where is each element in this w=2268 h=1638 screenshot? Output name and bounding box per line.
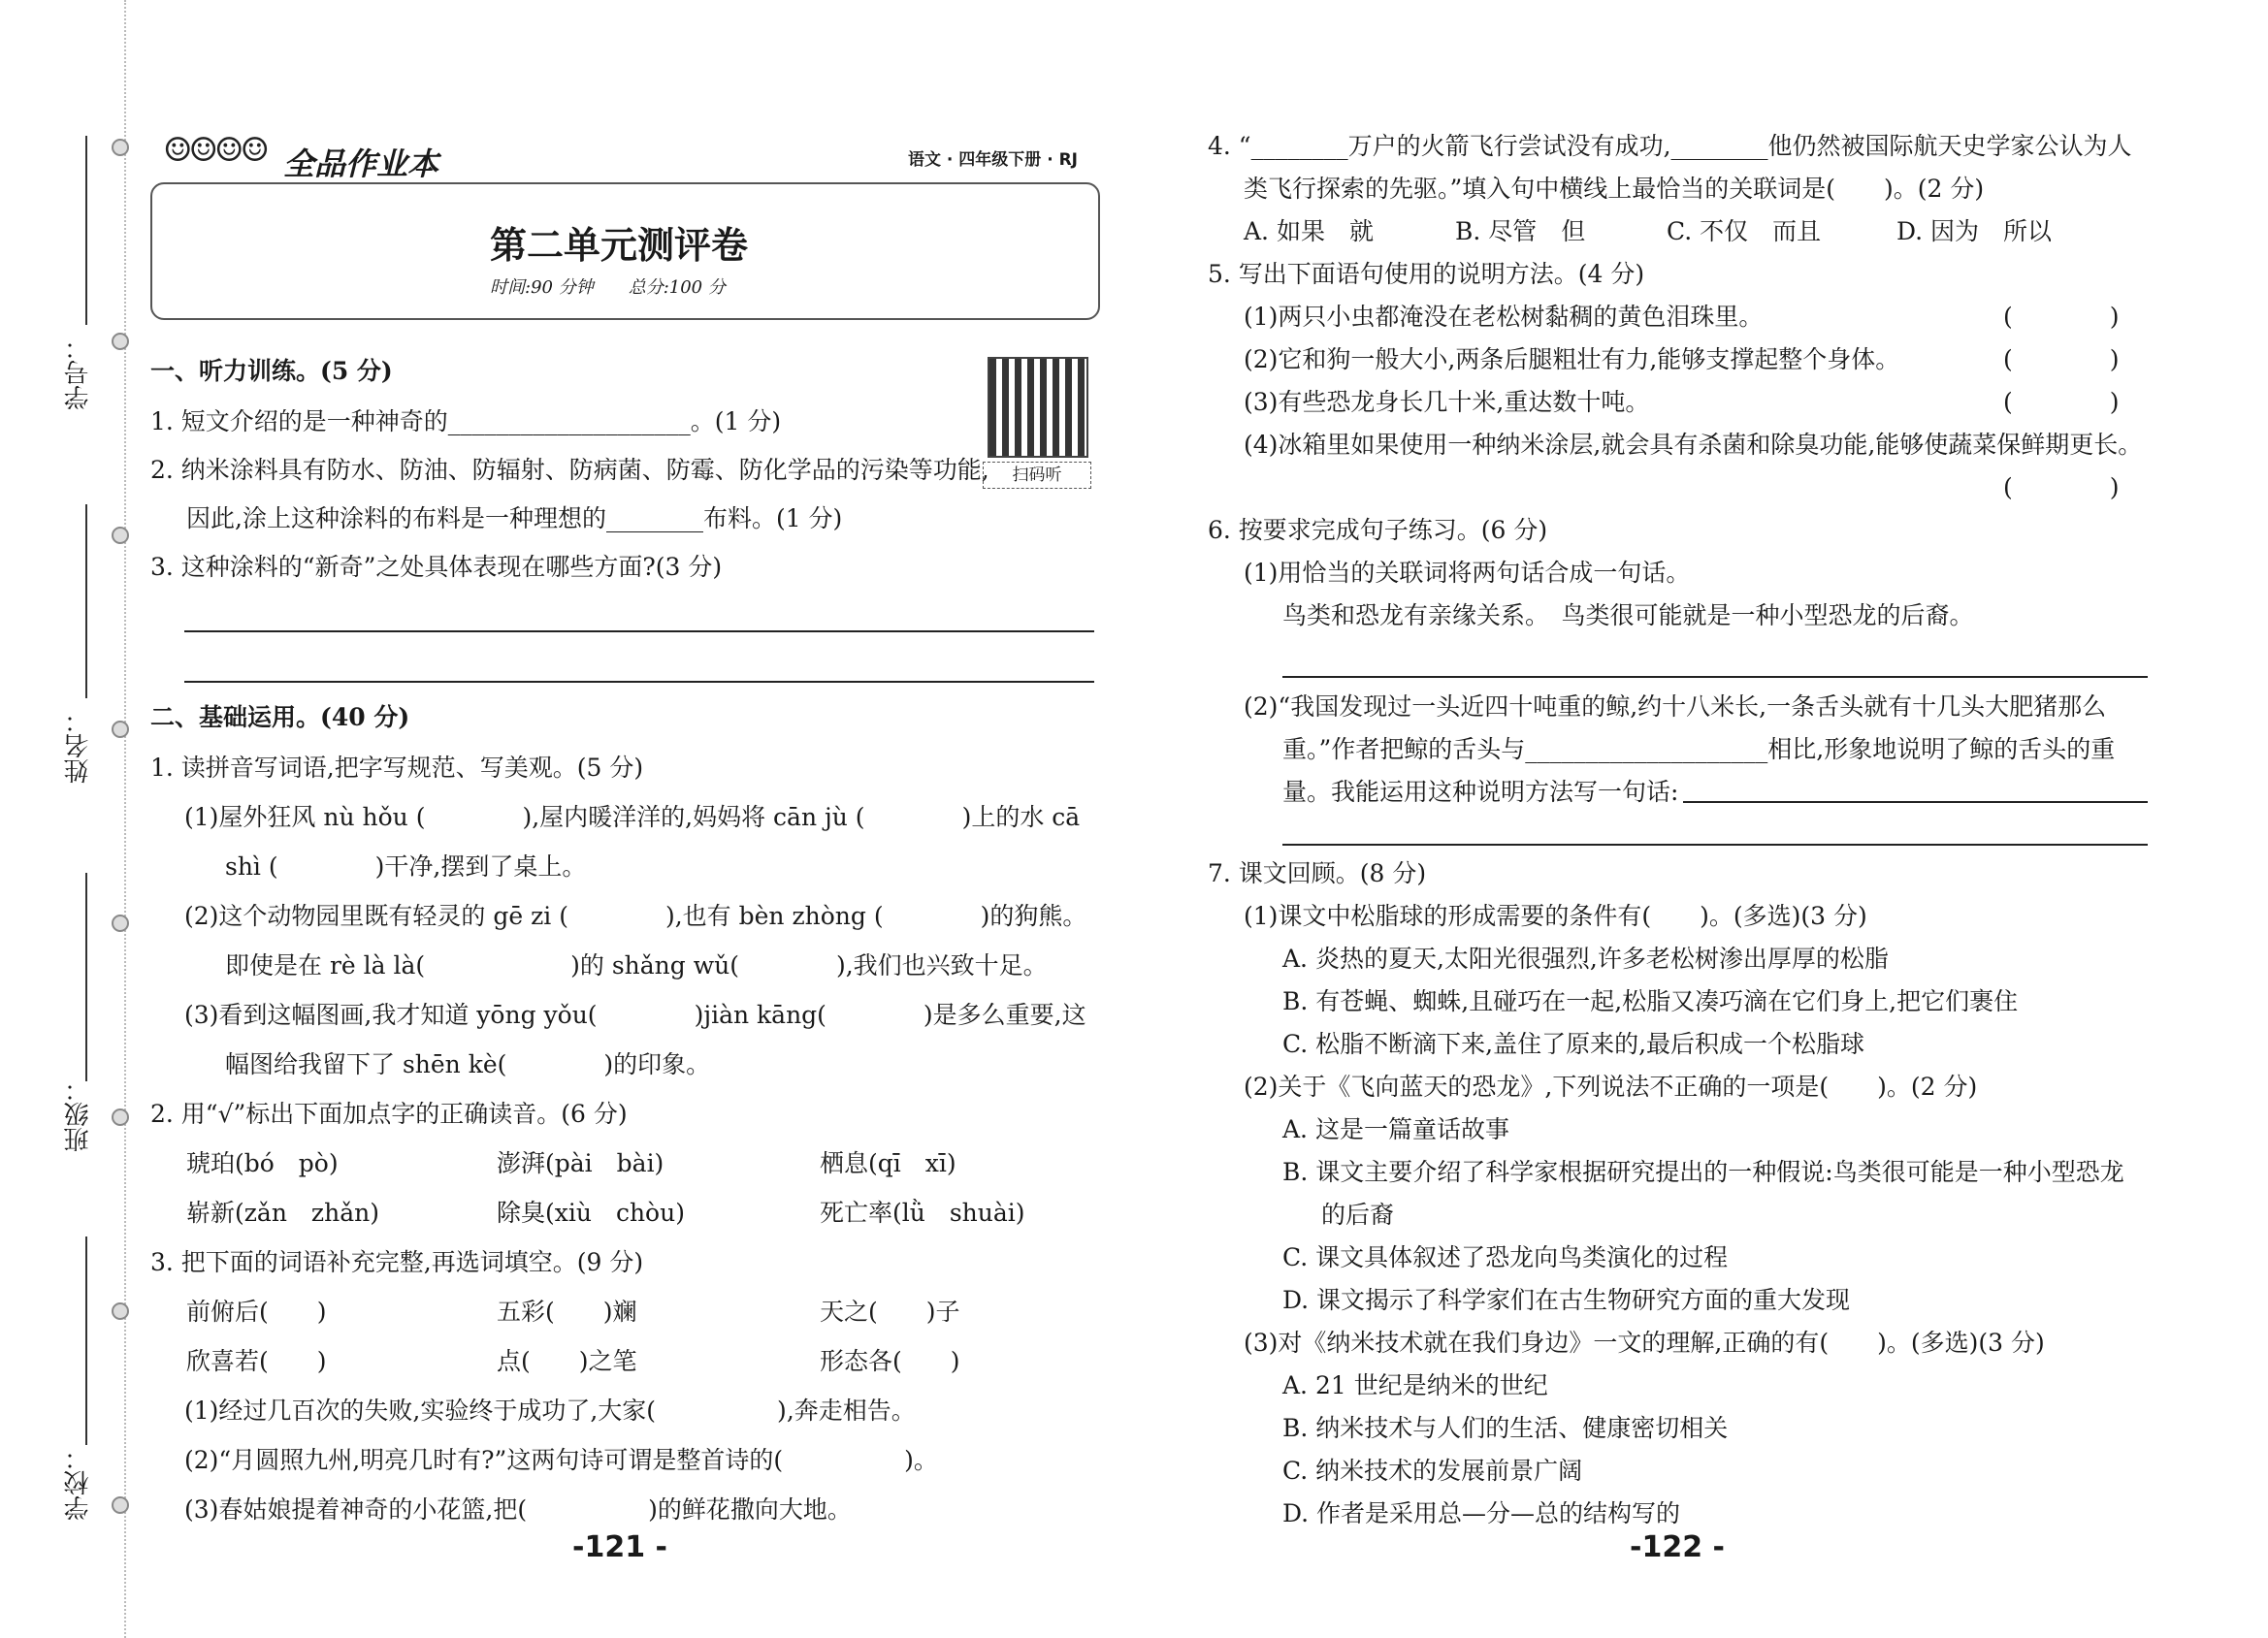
page-number: -122 - bbox=[1630, 1530, 1725, 1564]
answer-line[interactable] bbox=[1282, 844, 2148, 846]
subject-info: 语文 · 四年级下册 · RJ bbox=[908, 150, 1079, 170]
binding-hole bbox=[112, 1302, 129, 1320]
idiom-item[interactable]: 前俯后( ) bbox=[186, 1298, 327, 1326]
margin-line bbox=[85, 873, 87, 1081]
q5-item: (2)它和狗一般大小,两条后腿粗壮有力,能够支撑起整个身体。 bbox=[1244, 345, 1900, 373]
q6-part2-cont: 重。”作者把鲸的舌头与____________________相比,形象地说明了鲸的舌头的重 bbox=[1282, 735, 2116, 763]
basics-q1-1-cont: shì ( )干净,摆到了桌上。 bbox=[225, 852, 587, 881]
q7-part1: (1)课文中松脂球的形成需要的条件有( )。(多选)(3 分) bbox=[1244, 902, 1867, 930]
option[interactable]: C. 纳米技术的发展前景广阔 bbox=[1282, 1457, 1583, 1485]
binding-hole bbox=[112, 527, 129, 544]
option[interactable]: A. 这是一篇童话故事 bbox=[1282, 1115, 1509, 1143]
idiom-item[interactable]: 天之( )子 bbox=[820, 1298, 960, 1326]
q5-item: (1)两只小虫都淹没在老松树黏稠的黄色泪珠里。 bbox=[1244, 303, 1764, 331]
option[interactable]: C. 松脂不断滴下来,盖住了原来的,最后积成一个松脂球 bbox=[1282, 1030, 1865, 1058]
question-2-cont: 因此,涂上这种涂料的布料是一种理想的________布料。(1 分) bbox=[186, 504, 843, 532]
brand-logo: 全品作业本 bbox=[283, 145, 439, 182]
exam-meta: 时间:90 分钟 总分:100 分 bbox=[490, 277, 726, 298]
pinyin-item[interactable]: 死亡率(lǜ shuài) bbox=[820, 1199, 1025, 1227]
margin-line bbox=[85, 1237, 87, 1445]
option[interactable]: B. 纳米技术与人们的生活、健康密切相关 bbox=[1282, 1414, 1729, 1442]
class-label: 班级： bbox=[64, 1076, 93, 1152]
q6-part2-cont: 量。我能运用这种说明方法写一句话: bbox=[1282, 778, 1679, 806]
option[interactable]: B. 尽管 但 bbox=[1455, 217, 1586, 245]
basics-q1-2-cont: 即使是在 rè là là( )的 shǎng wǔ( ),我们也兴致十足。 bbox=[225, 951, 1048, 980]
fill-sentence: (2)“月圆照九州,明亮几时有?”这两句诗可谓是整首诗的( )。 bbox=[184, 1446, 938, 1474]
fill-sentence: (1)经过几百次的失败,实验终于成功了,大家( ),奔走相告。 bbox=[184, 1397, 916, 1425]
answer-paren[interactable]: ( ) bbox=[2003, 345, 2120, 373]
q7-part3: (3)对《纳米技术就在我们身边》一文的理解,正确的有( )。(多选)(3 分) bbox=[1244, 1329, 2045, 1357]
answer-line[interactable] bbox=[1282, 676, 2148, 678]
question-2: 2. 纳米涂料具有防水、防油、防辐射、防病菌、防霉、防化学品的污染等功能, bbox=[150, 456, 989, 484]
question-6: 6. 按要求完成句子练习。(6 分) bbox=[1208, 516, 1548, 544]
student-id-label: 学号： bbox=[64, 335, 93, 410]
option[interactable]: D. 因为 所以 bbox=[1896, 217, 2053, 245]
margin-line bbox=[85, 136, 87, 325]
basics-q1-2: (2)这个动物园里既有轻灵的 gē zi ( ),也有 bèn zhòng ( )的狗熊。 bbox=[184, 902, 1087, 930]
option[interactable]: D. 作者是采用总—分—总的结构写的 bbox=[1282, 1499, 1681, 1527]
option[interactable]: A. 炎热的夏天,太阳光很强烈,许多老松树渗出厚厚的松脂 bbox=[1282, 945, 1889, 973]
page-number: -121 - bbox=[572, 1530, 667, 1564]
question-3: 3. 这种涂料的“新奇”之处具体表现在哪些方面?(3 分) bbox=[150, 553, 723, 581]
idiom-item[interactable]: 五彩( )斓 bbox=[497, 1298, 637, 1326]
pinyin-item[interactable]: 崭新(zǎn zhǎn) bbox=[186, 1199, 379, 1227]
idiom-item[interactable]: 形态各( ) bbox=[820, 1347, 960, 1375]
answer-paren[interactable]: ( ) bbox=[2003, 473, 2120, 501]
margin-line bbox=[85, 504, 87, 698]
option[interactable]: B. 有苍蝇、蜘蛛,且碰巧在一起,松脂又凑巧滴在它们身上,把它们裹住 bbox=[1282, 987, 2019, 1015]
page-title: 第二单元测评卷 bbox=[490, 224, 749, 267]
section-listening: 一、听力训练。(5 分) bbox=[150, 357, 393, 385]
basics-q2: 2. 用“√”标出下面加点字的正确读音。(6 分) bbox=[150, 1100, 628, 1128]
name-label: 姓名： bbox=[64, 708, 93, 784]
option[interactable]: B. 课文主要介绍了科学家根据研究提出的一种假说:鸟类很可能是一种小型恐龙 bbox=[1282, 1158, 2124, 1186]
q6-sentences: 鸟类和恐龙有亲缘关系。 鸟类很可能就是一种小型恐龙的后裔。 bbox=[1282, 601, 1974, 629]
basics-q1-1: (1)屋外狂风 nù hǒu ( ),屋内暖洋洋的,妈妈将 cān jù ( )上的水 cā bbox=[184, 803, 1081, 831]
option[interactable]: A. 21 世纪是纳米的世纪 bbox=[1282, 1371, 1548, 1399]
binding-hole bbox=[112, 1496, 129, 1514]
logo-figures-icon: ☺☺☺☺ bbox=[163, 131, 266, 170]
fold-line bbox=[124, 0, 126, 1638]
fill-sentence: (3)春姑娘提着神奇的小花篮,把( )的鲜花撒向大地。 bbox=[184, 1495, 852, 1524]
binding-hole bbox=[112, 915, 129, 932]
binding-hole bbox=[112, 1108, 129, 1126]
pinyin-item[interactable]: 栖息(qī xī) bbox=[820, 1149, 956, 1177]
q5-item: (4)冰箱里如果使用一种纳米涂层,就会具有杀菌和除臭功能,能够使蔬菜保鲜期更长。 bbox=[1244, 431, 2143, 459]
answer-line[interactable] bbox=[184, 681, 1094, 683]
option[interactable]: C. 课文具体叙述了恐龙向鸟类演化的过程 bbox=[1282, 1243, 1729, 1271]
answer-paren[interactable]: ( ) bbox=[2003, 303, 2120, 331]
basics-q1: 1. 读拼音写词语,把字写规范、写美观。(5 分) bbox=[150, 754, 644, 782]
option-cont: 的后裔 bbox=[1321, 1201, 1395, 1229]
question-7: 7. 课文回顾。(8 分) bbox=[1208, 859, 1427, 887]
binding-hole bbox=[112, 721, 129, 738]
pinyin-item[interactable]: 琥珀(bó pò) bbox=[186, 1149, 339, 1177]
idiom-item[interactable]: 点( )之笔 bbox=[497, 1347, 637, 1375]
binding-hole bbox=[112, 333, 129, 350]
question-1: 1. 短文介绍的是一种神奇的____________________。(1 分) bbox=[150, 407, 782, 435]
basics-q3: 3. 把下面的词语补充完整,再选词填空。(9 分) bbox=[150, 1248, 644, 1276]
qr-code-icon[interactable] bbox=[988, 357, 1088, 458]
option[interactable]: A. 如果 就 bbox=[1244, 217, 1374, 245]
q5-item: (3)有些恐龙身长几十米,重达数十吨。 bbox=[1244, 388, 1650, 416]
question-5: 5. 写出下面语句使用的说明方法。(4 分) bbox=[1208, 260, 1645, 288]
option[interactable]: D. 课文揭示了科学家们在古生物研究方面的重大发现 bbox=[1282, 1286, 1851, 1314]
pinyin-item[interactable]: 澎湃(pài bài) bbox=[497, 1149, 664, 1177]
basics-q1-3: (3)看到这幅图画,我才知道 yōng yǒu( )jiàn kāng( )是多么重要,这 bbox=[184, 1001, 1086, 1029]
school-label: 学校： bbox=[64, 1445, 93, 1521]
section-basics: 二、基础运用。(40 分) bbox=[150, 703, 410, 731]
option[interactable]: C. 不仅 而且 bbox=[1667, 217, 1822, 245]
answer-paren[interactable]: ( ) bbox=[2003, 388, 2120, 416]
pinyin-item[interactable]: 除臭(xiù chòu) bbox=[497, 1199, 685, 1227]
q6-part2: (2)“我国发现过一头近四十吨重的鲸,约十八米长,一条舌头就有十几头大肥猪那么 bbox=[1244, 692, 2107, 721]
q6-part1: (1)用恰当的关联词将两句话合成一句话。 bbox=[1244, 559, 1691, 587]
basics-q1-3-cont: 幅图给我留下了 shēn kè( )的印象。 bbox=[225, 1050, 711, 1078]
scan-label: 扫码听 bbox=[983, 462, 1091, 489]
binding-hole bbox=[112, 139, 129, 156]
q7-part2: (2)关于《飞向蓝天的恐龙》,下列说法不正确的一项是( )。(2 分) bbox=[1244, 1073, 1978, 1101]
question-4-cont: 类飞行探索的先驱。”填入句中横线上最恰当的关联词是( )。(2 分) bbox=[1244, 175, 1985, 203]
answer-line[interactable] bbox=[184, 630, 1094, 632]
answer-line[interactable] bbox=[1683, 801, 2148, 803]
idiom-item[interactable]: 欣喜若( ) bbox=[186, 1347, 327, 1375]
question-4: 4. “________万户的火箭飞行尝试没有成功,________他仍然被国际航天史学家公认为人 bbox=[1208, 132, 2132, 160]
